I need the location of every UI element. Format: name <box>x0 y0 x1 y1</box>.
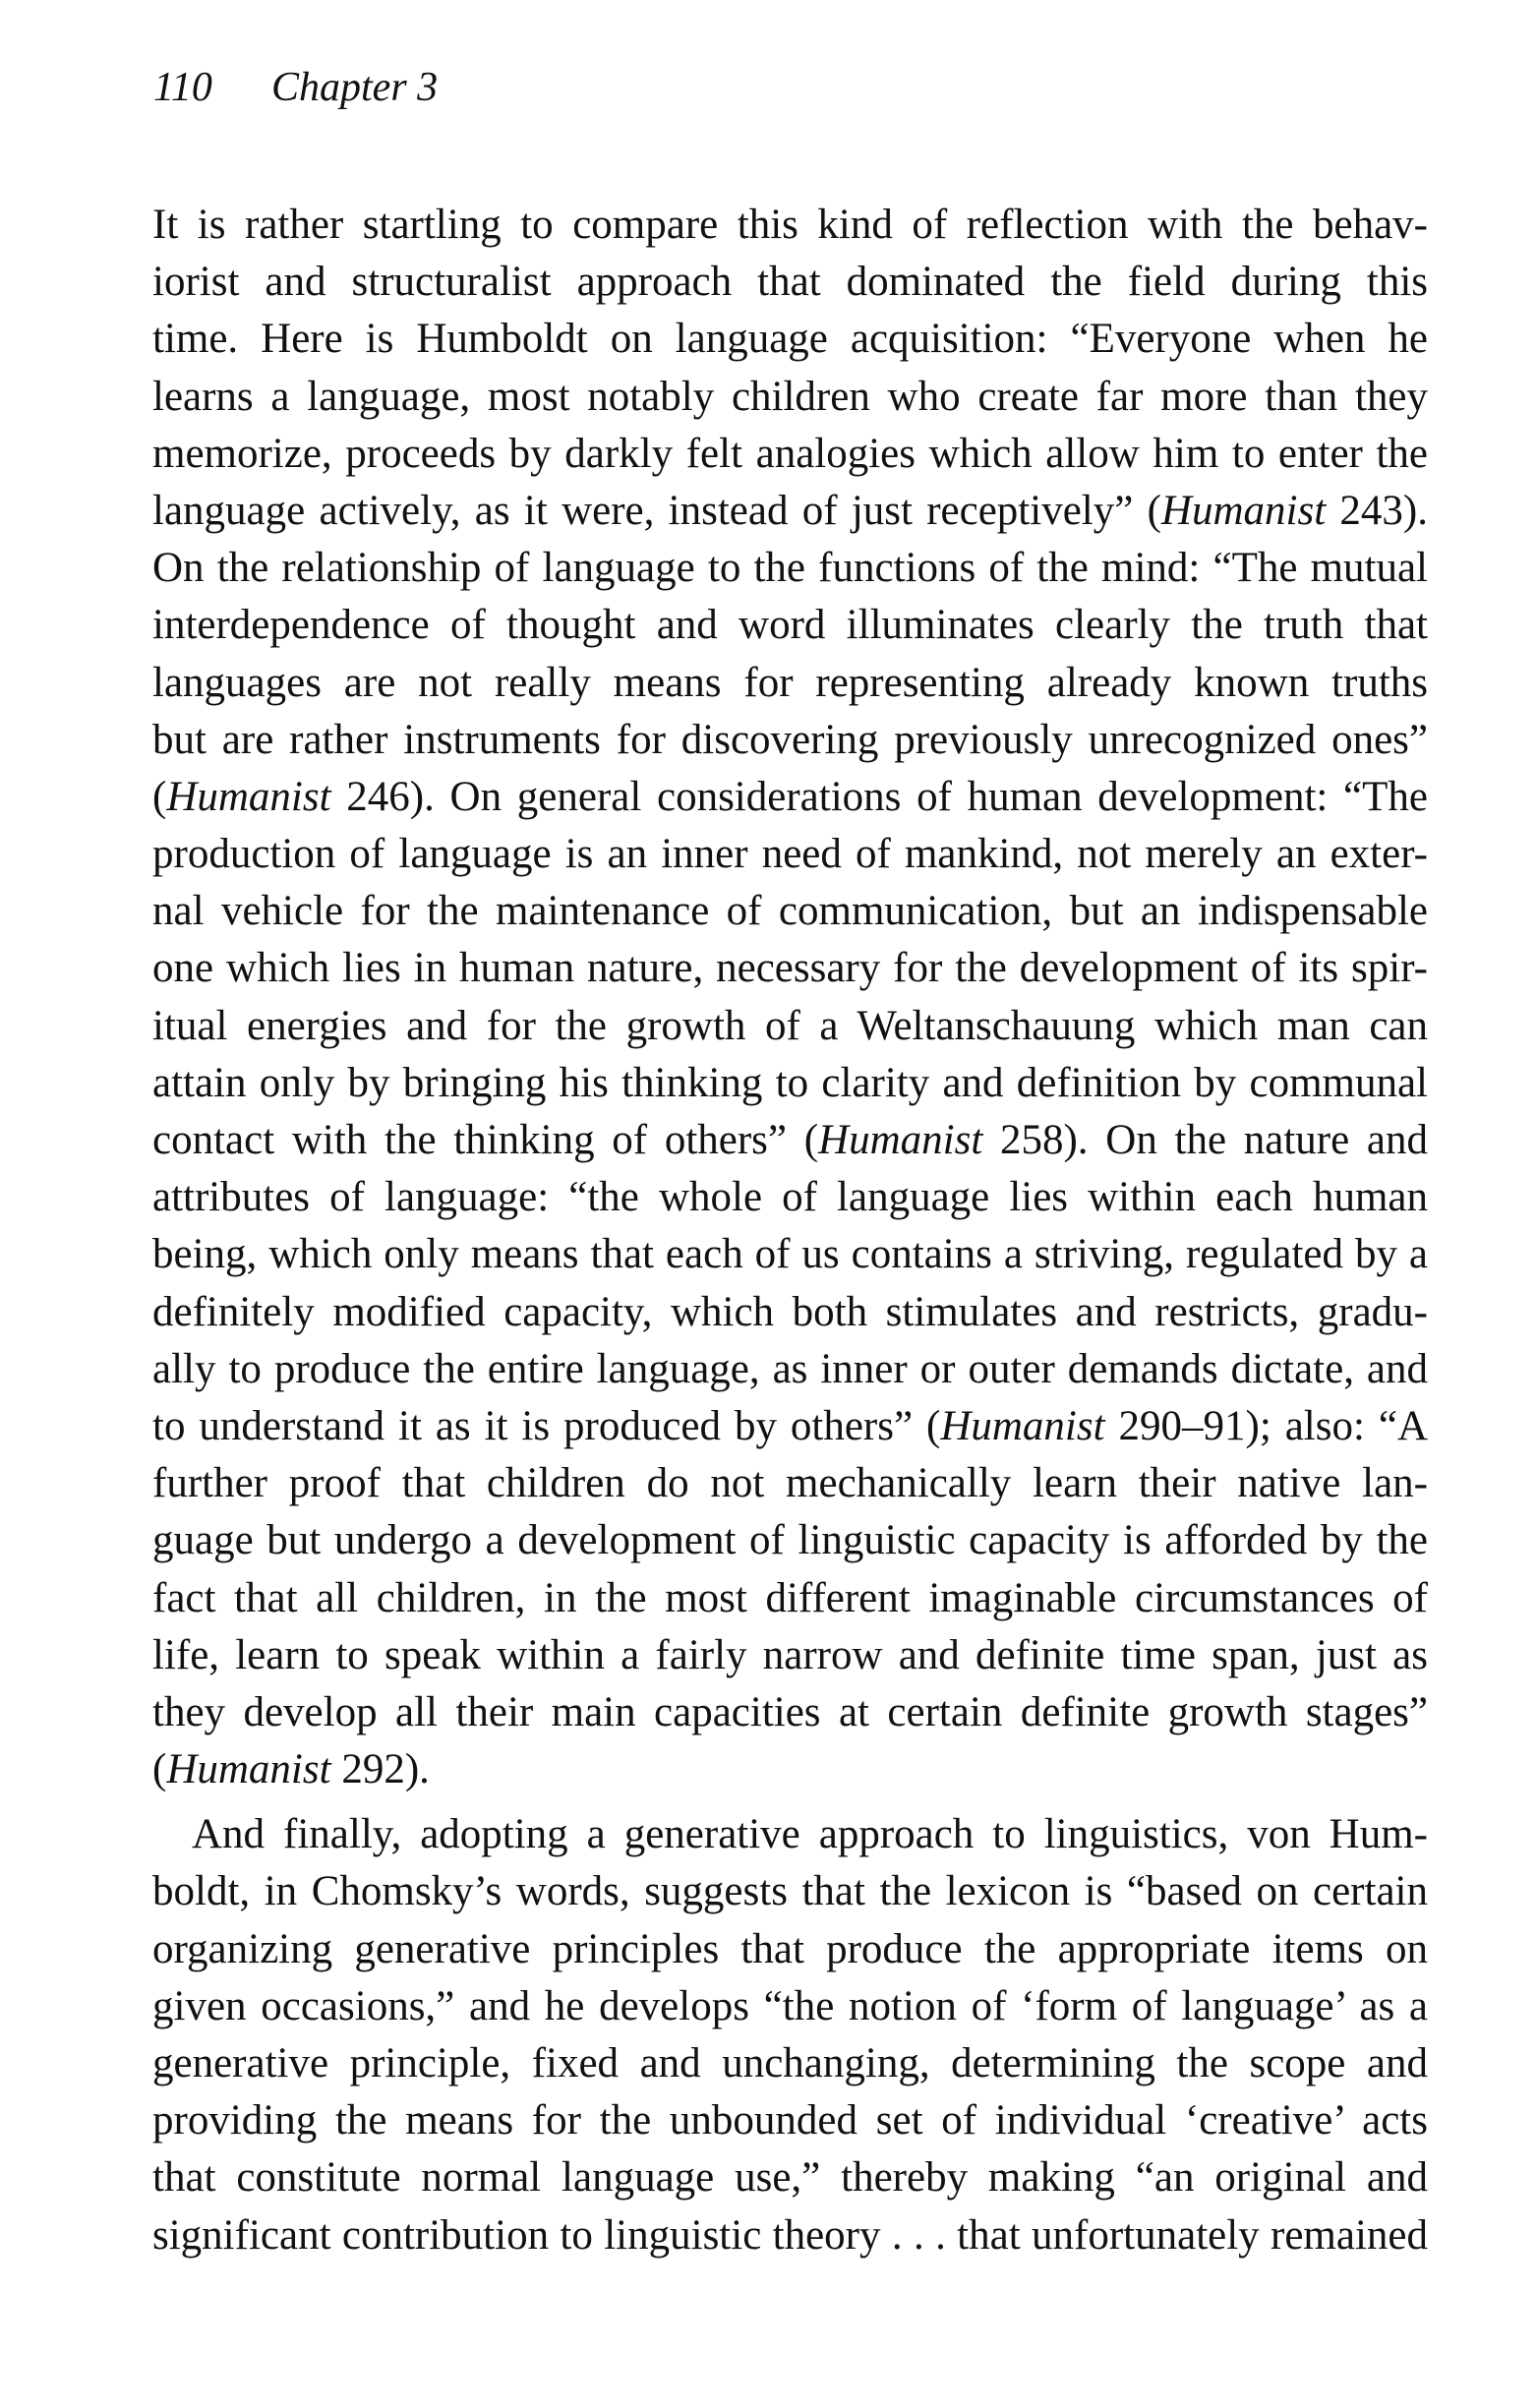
text-segment: language actively, as it were, instead of just receptively” ( <box>152 487 1161 534</box>
text-line <box>152 1627 1428 1684</box>
text-line <box>152 1055 1428 1112</box>
text-segment: 258). On the nature and <box>982 1117 1429 1163</box>
text-segment: that constitute normal language use,” thereby making “an original and <box>152 2154 1428 2202</box>
text-line <box>152 1978 1428 2035</box>
text-segment: iorist and structuralist approach that dominated the field during this <box>152 259 1428 306</box>
text-line <box>152 426 1428 483</box>
text-segment: to understand it as it is produced by others” ( <box>152 1402 941 1449</box>
text-segment: time. Here is Humboldt on language acquisition: “Everyone when he <box>152 316 1428 363</box>
text-segment: being, which only means that each of us contains a striving, regulated by a <box>152 1231 1428 1278</box>
text-segment: contact with the thinking of others” ( <box>152 1117 819 1163</box>
chapter-title: Chapter 3 <box>271 65 439 110</box>
body-text <box>152 197 1428 2264</box>
text-line <box>152 540 1428 597</box>
text-segment: boldt, in Chomsky’s words, suggests that the lexicon is “based on certain <box>152 1868 1428 1915</box>
text-segment: life, learn to speak within a fairly narrow and definite time span, just as <box>152 1631 1428 1678</box>
text-line <box>152 655 1428 712</box>
text-segment: attain only by bringing his thinking to clarity and definition by communal <box>152 1059 1428 1106</box>
text-line <box>152 1921 1428 1978</box>
text-segment: one which lies in human nature, necessary for the development of its spir- <box>152 945 1428 992</box>
italic-title: Humanist <box>166 773 331 820</box>
text-segment: 246). On general considerations of human development: “The <box>330 773 1428 820</box>
running-head <box>153 67 438 108</box>
text-segment: providing the means for the unbounded set of individual ‘creative’ acts <box>152 2097 1428 2144</box>
text-line <box>152 826 1428 883</box>
paragraph <box>152 197 1428 1798</box>
text-segment: itual energies and for the growth of a Weltanschauung which man can <box>152 1002 1428 1049</box>
text-segment: memorize, proceeds by darkly felt analogies which allow him to enter the <box>152 430 1428 477</box>
text-line <box>152 1169 1428 1226</box>
text-line <box>152 483 1428 540</box>
text-line <box>152 2035 1428 2092</box>
text-segment: ( <box>152 1746 167 1793</box>
text-segment: interdependence of thought and word illuminates clearly the truth that <box>152 602 1428 649</box>
text-line <box>152 1341 1428 1398</box>
text-line <box>152 998 1428 1055</box>
text-line <box>152 254 1428 311</box>
text-segment: languages are not really means for representing already known truths <box>152 659 1428 706</box>
text-segment: definitely modified capacity, which both stimulates and restricts, gradu- <box>152 1288 1428 1335</box>
italic-title: Humanist <box>818 1117 983 1163</box>
page-number: 110 <box>153 65 212 110</box>
text-segment: generative principle, fixed and unchanging, determining the scope and <box>152 2040 1428 2086</box>
text-segment: they develop all their main capacities at certain definite growth stages” <box>152 1688 1428 1735</box>
text-line <box>152 1455 1428 1512</box>
text-line <box>152 1570 1428 1627</box>
text-segment: given occasions,” and he develops “the notion of ‘form of language’ as a <box>152 1982 1428 2029</box>
text-segment: nal vehicle for the maintenance of communication, but an indispensable <box>152 888 1428 935</box>
paragraph-spacer <box>152 1798 1428 1806</box>
text-segment: learns a language, most notably children who create far more than they <box>152 373 1428 420</box>
text-segment: ally to produce the entire language, as inner or outer demands dictate, and <box>152 1345 1428 1392</box>
text-line <box>152 197 1428 254</box>
text-segment: On the relationship of language to the functions of the mind: “The mutual <box>152 545 1428 592</box>
text-line <box>152 1684 1428 1741</box>
text-line <box>152 1741 1428 1798</box>
text-segment: organizing generative principles that produce the appropriate items on <box>152 1925 1428 1972</box>
text-segment: attributes of language: “the whole of language lies within each human <box>152 1174 1428 1221</box>
text-line <box>152 1226 1428 1283</box>
text-line <box>152 1512 1428 1569</box>
text-line <box>152 769 1428 826</box>
text-segment: further proof that children do not mechanically learn their native lan- <box>152 1460 1428 1507</box>
paragraph <box>152 1806 1428 2264</box>
text-line <box>152 1398 1428 1455</box>
text-line <box>152 1284 1428 1341</box>
italic-title: Humanist <box>940 1402 1105 1449</box>
text-line <box>152 597 1428 654</box>
italic-title: Humanist <box>166 1746 331 1793</box>
text-line <box>152 2092 1428 2149</box>
text-line <box>152 712 1428 769</box>
text-segment: And finally, adopting a generative approach to linguistics, von Hum- <box>192 1811 1428 1858</box>
text-line <box>152 1863 1428 1920</box>
text-line <box>152 1806 1428 1863</box>
text-segment: guage but undergo a development of linguistic capacity is afforded by the <box>152 1517 1428 1564</box>
text-line <box>152 2207 1428 2264</box>
text-segment: production of language is an inner need of mankind, not merely an exter- <box>152 831 1428 878</box>
text-line <box>152 311 1428 368</box>
italic-title: Humanist <box>1160 487 1327 534</box>
text-line <box>152 369 1428 426</box>
text-segment: ( <box>152 773 167 820</box>
text-line <box>152 1112 1428 1169</box>
text-segment: 292). <box>330 1746 430 1793</box>
text-segment: significant contribution to linguistic theory . . . that unfortunately remained <box>152 2211 1428 2259</box>
text-line <box>152 883 1428 940</box>
text-segment: 243). <box>1326 487 1428 534</box>
text-line <box>152 2149 1428 2206</box>
text-segment: but are rather instruments for discovering previously unrecognized ones” <box>152 716 1428 763</box>
text-segment: 290–91); also: “A <box>1104 1402 1428 1449</box>
text-segment: It is rather startling to compare this kind of reflection with the behav- <box>152 202 1428 248</box>
text-segment: fact that all children, in the most different imaginable circumstances of <box>152 1574 1428 1621</box>
text-line <box>152 940 1428 997</box>
